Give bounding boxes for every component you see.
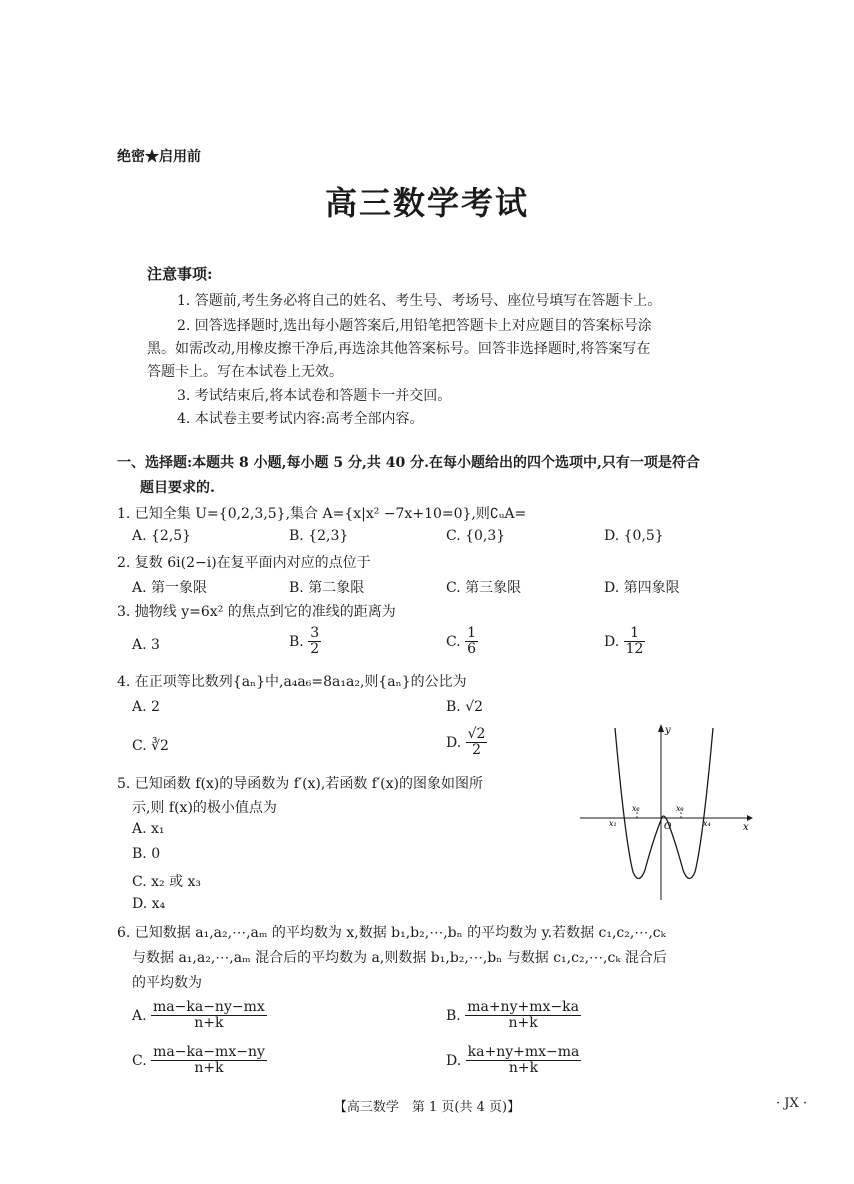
origin-label: O — [664, 822, 672, 832]
section-heading-cont: 题目要求的. — [140, 480, 215, 496]
q6-option-c-fraction — [151, 1045, 267, 1077]
q6-option-c-numerator: ma−ka−mx−ny — [153, 1044, 265, 1060]
notice-item-2-cont: 黑。如需改动,用橡皮擦干净后,再选涂其他答案标号。回答非选择题时,将答案写在 — [147, 341, 651, 357]
q3-option-d-numerator: 1 — [624, 626, 646, 642]
q6-option-a-fraction — [151, 1000, 267, 1032]
q5-option-d: D. x₄ — [132, 896, 166, 912]
q3-option-c-numerator: 1 — [467, 625, 477, 641]
q6-option-b-denominator: n+k — [508, 1015, 538, 1032]
x-axis-arrow — [747, 815, 753, 821]
x-axis-label: x — [743, 822, 749, 833]
q6-option-b-numerator: ma+ny+mx−ka — [467, 999, 579, 1015]
q3-option-b — [289, 626, 321, 658]
q2-option-c: C. 第三象限 — [446, 580, 522, 596]
q3-option-d-denominator: 12 — [625, 641, 644, 658]
page-footer: 【高三数学 第 1 页(共 4 页)】 — [333, 1100, 521, 1115]
q3-option-d-fraction — [624, 626, 646, 658]
q6-option-a — [132, 1000, 267, 1032]
notice-item-4: 4. 本试卷主要考试内容:高考全部内容。 — [177, 411, 424, 427]
q3-option-c-fraction — [465, 626, 478, 658]
q6-option-d-label: D. — [446, 1052, 462, 1069]
question-6-stem-cont2: 的平均数为 — [132, 975, 202, 991]
q4-option-b: B. √2 — [446, 699, 484, 715]
q6-option-c-label: C. — [132, 1052, 147, 1069]
question-2-stem: 2. 复数 6i(2−i)在复平面内对应的点位于 — [117, 555, 371, 571]
q2-option-b: B. 第二象限 — [289, 580, 365, 596]
q6-option-b — [446, 1000, 581, 1032]
q5-option-c: C. x₂ 或 x₃ — [132, 874, 202, 890]
question-1-stem: 1. 已知全集 U={0,2,3,5},集合 A={x|x² −7x+10=0},则∁ᵤA= — [117, 506, 527, 522]
y-axis-arrow — [658, 724, 664, 732]
q6-option-c-denominator: n+k — [194, 1060, 224, 1077]
x2-label: x₂ — [632, 804, 640, 813]
y-axis-label: y — [665, 725, 671, 736]
q1-option-c: C. {0,3} — [446, 528, 506, 544]
question-6-stem-cont: 与数据 a₁,a₂,⋯,aₘ 混合后的平均数为 a,则数据 b₁,b₂,⋯,bₙ 与数据 c₁,c₂,⋯,cₖ 混合后 — [132, 950, 667, 966]
q1-option-b: B. {2,3} — [289, 528, 349, 544]
q6-option-a-numerator: ma−ka−ny−mx — [153, 999, 265, 1015]
q3-option-c-denominator: 6 — [467, 641, 477, 658]
notice-item-2: 2. 回答选择题时,选出每小题答案后,用铅笔把答题卡上对应题目的答案标号涂 — [177, 318, 652, 334]
q3-option-b-denominator: 2 — [310, 641, 320, 658]
notice-item-2-cont2: 答题卡上。写在本试卷上无效。 — [147, 364, 343, 380]
q3-option-d — [604, 626, 645, 658]
q4-option-d — [446, 727, 487, 759]
q2-option-d: D. 第四象限 — [604, 580, 680, 596]
q5-option-b: B. 0 — [132, 846, 161, 862]
q4-option-d-label: D. — [446, 734, 462, 751]
q6-option-b-label: B. — [446, 1007, 461, 1024]
derivative-graph — [575, 720, 755, 905]
question-3-stem: 3. 抛物线 y=6x² 的焦点到它的准线的距离为 — [117, 604, 396, 620]
question-5-stem-cont: 示,则 f(x)的极小值点为 — [132, 800, 277, 816]
q6-option-a-denominator: n+k — [194, 1015, 224, 1032]
paper-code: · JX · — [776, 1096, 807, 1111]
q3-option-a: A. 3 — [132, 637, 160, 653]
notice-heading: 注意事项: — [147, 265, 213, 283]
q3-option-c — [446, 626, 478, 658]
q6-option-d-denominator: n+k — [508, 1060, 539, 1077]
question-4-stem: 4. 在正项等比数列{aₙ}中,a₄a₆=8a₁a₂,则{aₙ}的公比为 — [117, 674, 467, 690]
q6-option-c — [132, 1045, 267, 1077]
q3-option-b-numerator: 3 — [310, 625, 320, 641]
q1-option-d: D. {0,5} — [604, 528, 664, 544]
section-heading: 一、选择题:本题共 8 小题,每小题 5 分,共 40 分.在每小题给出的四个选项中,只有一项是符合 — [117, 455, 700, 471]
question-6-stem: 6. 已知数据 a₁,a₂,⋯,aₘ 的平均数为 x,数据 b₁,b₂,⋯,bₙ 的平均数为 y.若数据 c₁,c₂,⋯,cₖ — [117, 925, 666, 941]
q4-option-c: C. ∛2 — [132, 738, 169, 754]
q4-option-d-denominator: 2 — [472, 742, 482, 759]
q6-option-b-fraction — [465, 1000, 581, 1032]
notice-item-1: 1. 答题前,考生务必将自己的姓名、考生号、考场号、座位号填写在答题卡上。 — [177, 293, 662, 309]
x1-label: x₁ — [609, 819, 617, 828]
notice-item-3: 3. 考试结束后,将本试卷和答题卡一并交回。 — [177, 388, 452, 404]
q6-option-a-label: A. — [132, 1007, 147, 1024]
q6-option-d-numerator: ka+ny+mx−ma — [467, 1044, 580, 1060]
x4-label: x₄ — [703, 819, 711, 828]
q5-option-a: A. x₁ — [132, 821, 165, 837]
q1-option-a: A. {2,5} — [132, 528, 192, 544]
derivative-curve — [615, 728, 713, 879]
q4-option-d-numerator: √2 — [467, 726, 486, 742]
q2-option-a: A. 第一象限 — [132, 580, 208, 596]
q3-option-c-label: C. — [446, 633, 461, 650]
page-title: 高三数学考试 — [324, 184, 529, 222]
q3-option-b-label: B. — [289, 633, 304, 650]
q3-option-d-label: D. — [604, 633, 620, 650]
x3-label: x₃ — [676, 804, 684, 813]
q6-option-d — [446, 1045, 581, 1077]
secret-label: 绝密★启用前 — [117, 149, 201, 165]
q4-option-d-fraction — [466, 727, 488, 759]
question-5-stem: 5. 已知函数 f(x)的导函数为 f′(x),若函数 f′(x)的图象如图所 — [117, 776, 483, 792]
q4-option-a: A. 2 — [132, 699, 160, 715]
q3-option-b-fraction — [308, 626, 321, 658]
q6-option-d-fraction — [466, 1045, 582, 1077]
